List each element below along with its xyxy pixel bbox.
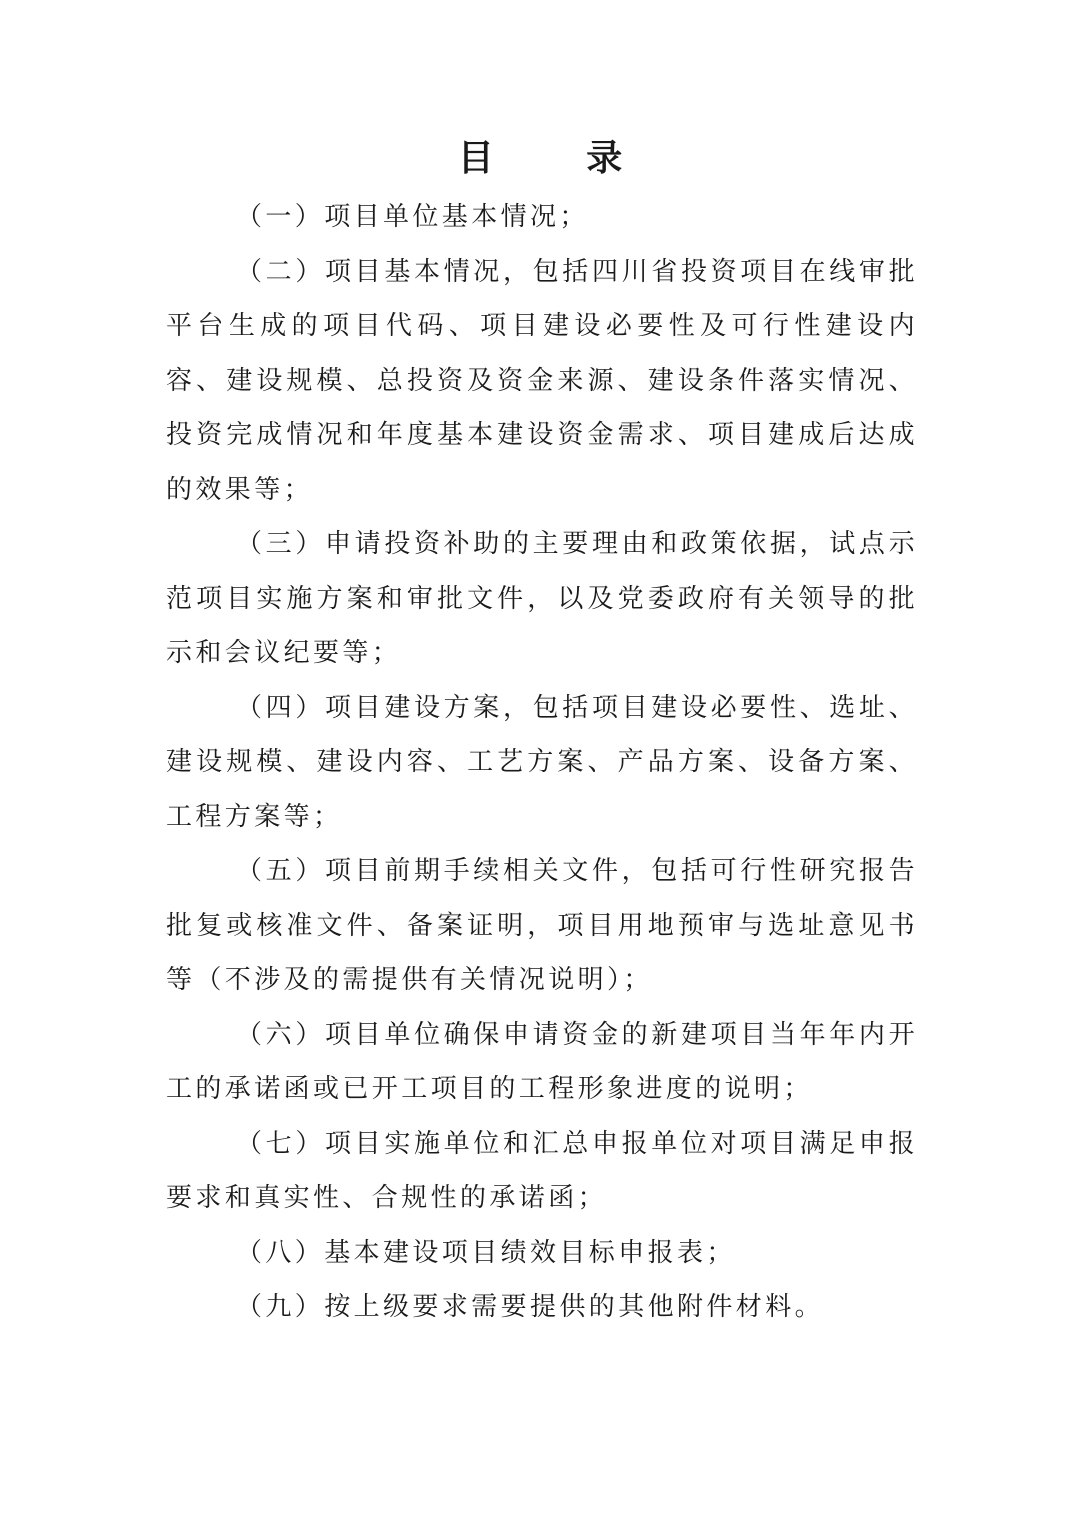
list-item-4: （四）项目建设方案，包括项目建设必要性、选址、建设规模、建设内容、工艺方案、产品方案、设备方案、工程方案等；: [166, 692, 918, 832]
page-title: 目 录: [457, 137, 663, 179]
list-item-6: （六）项目单位确保申请资金的新建项目当年年内开工的承诺函或已开工项目的工程形象进度的说明；: [166, 1019, 918, 1104]
list-item-1: （一）项目单位基本情况；: [236, 202, 589, 232]
list-item-7: （七）项目实施单位和汇总申报单位对项目满足申报要求和真实性、合规性的承诺函；: [166, 1128, 918, 1213]
document-body: [166, 190, 918, 1335]
list-item-8: （八）基本建设项目绩效目标申报表；: [236, 1237, 736, 1268]
list-item-2: （二）项目基本情况，包括四川省投资项目在线审批平台生成的项目代码、项目建设必要性及可行性建设内容、建设规模、总投资及资金来源、建设条件落实情况、投资完成情况和年度基本建设资金需求、项目建成后达成的效果等；: [166, 256, 918, 505]
list-item-9: （九）按上级要求需要提供的其他附件材料。: [236, 1292, 825, 1322]
list-item-5: （五）项目前期手续相关文件，包括可行性研究报告批复或核准文件、备案证明，项目用地预审与选址意见书等（不涉及的需提供有关情况说明）；: [166, 856, 918, 995]
list-item-3: （三）申请投资补助的主要理由和政策依据，试点示范项目实施方案和审批文件，以及党委政府有关领导的批示和会议纪要等；: [166, 529, 918, 668]
